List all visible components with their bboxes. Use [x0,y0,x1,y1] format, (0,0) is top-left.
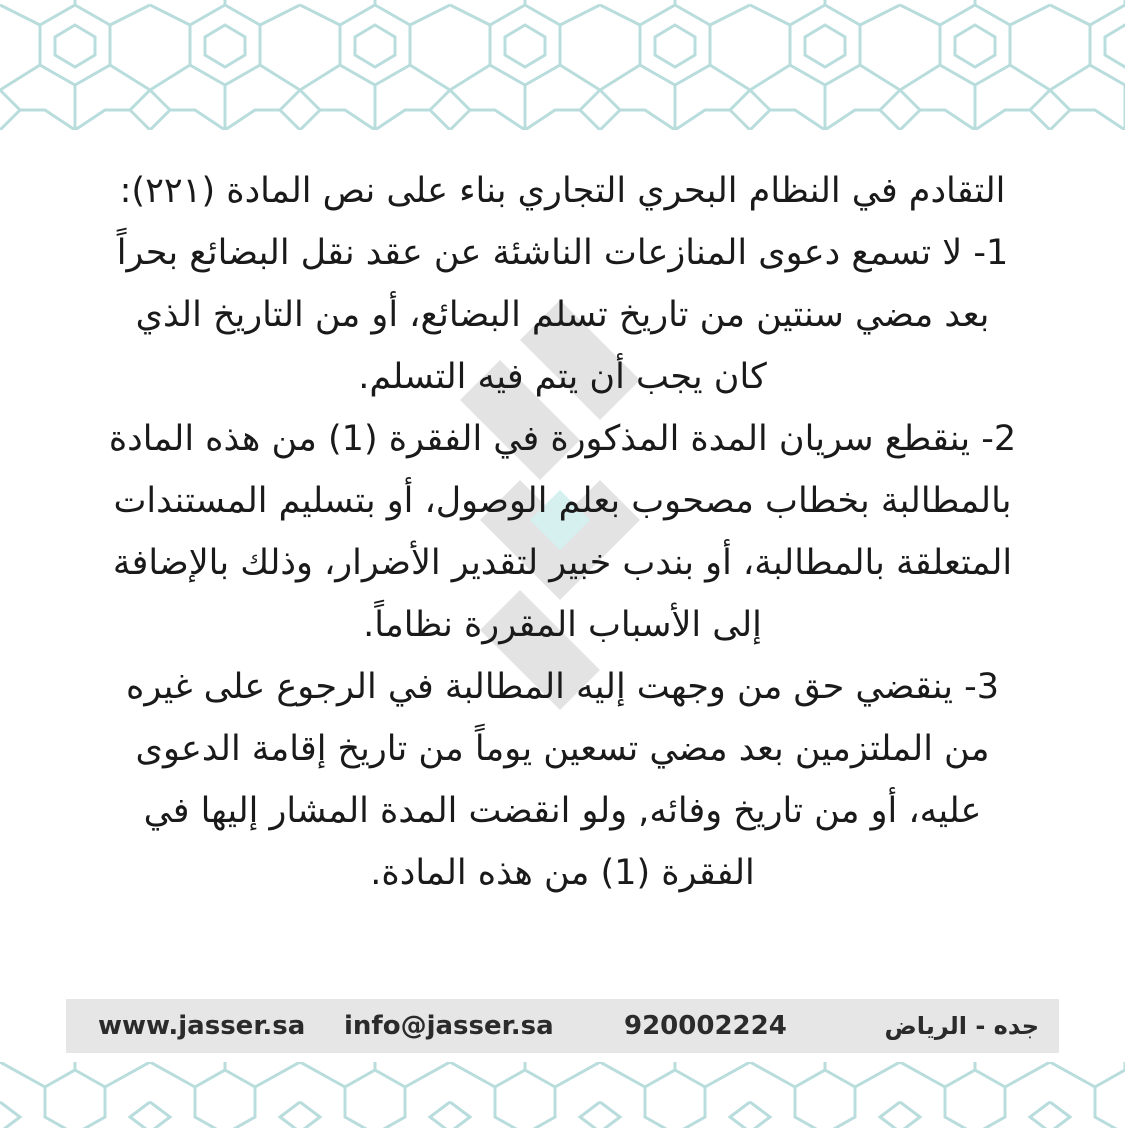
article-title: التقادم في النظام البحري التجاري بناء على نص المادة (٢٢١): [119,171,1006,211]
footer-email: info@jasser.sa [344,1011,554,1041]
paragraph-3: 3- ينقضي حق من وجهت إليه المطالبة في الرجوع على غيره من الملتزمين بعد مضي تسعين يوماً من تاريخ إقامة الدعوى عليه، أو من تاريخ وفائه, ولو انقضت المدة المشار إليها في الفقرة (1) من هذه المادة. [125,667,999,893]
footer-cities: جده - الرياض [884,1012,1039,1040]
decorative-pattern-top [0,0,1125,130]
paragraph-1: 1- لا تسمع دعوى المنازعات الناشئة عن عقد نقل البضائع بحراً بعد مضي سنتين من تاريخ تسلم البضائع، أو من التاريخ الذي كان يجب أن يتم فيه التسلم. [116,233,1009,397]
article-body [105,160,1020,904]
decorative-pattern-bottom [0,1062,1125,1128]
footer-website: www.jasser.sa [98,1011,306,1041]
footer-contact-bar [66,999,1059,1053]
paragraph-2: 2- ينقطع سريان المدة المذكورة في الفقرة (1) من هذه المادة بالمطالبة بخطاب مصحوب بعلم الوصول، أو بتسليم المستندات المتعلقة بالمطالبة، أو بندب خبير لتقدير الأضرار، وذلك بالإضافة إلى الأسباب المقررة نظاماً. [108,419,1017,645]
footer-phone: 920002224 [624,1011,787,1041]
